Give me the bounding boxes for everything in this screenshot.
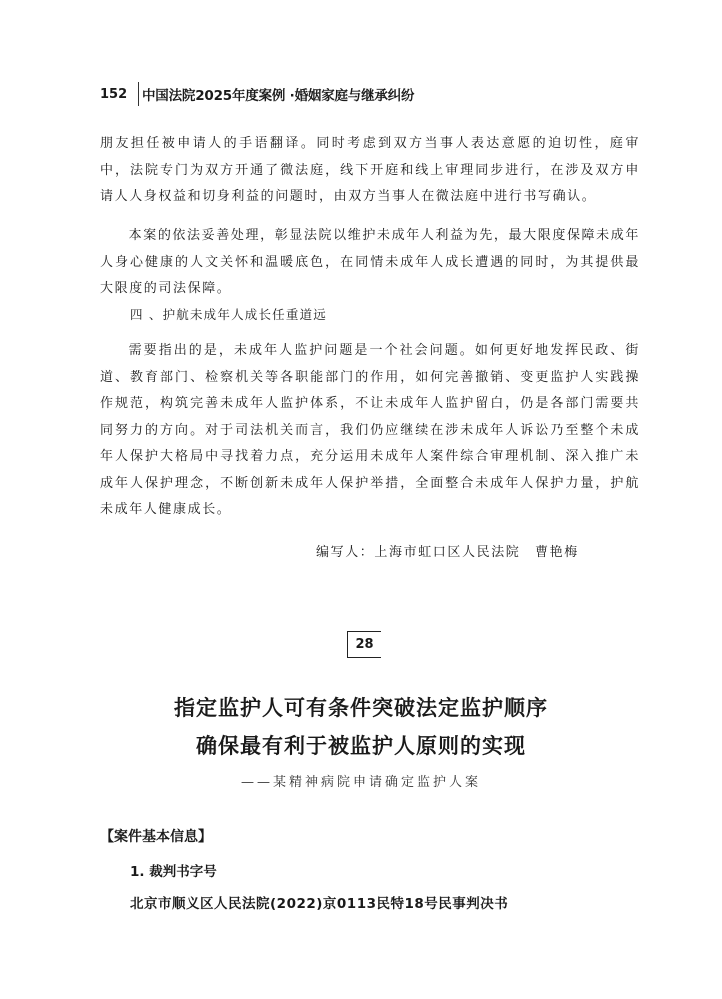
case-title-line-1: 指定监护人可有条件突破法定监护顺序 bbox=[174, 696, 548, 720]
section-heading: 四 、护航未成年人成长任重道远 bbox=[130, 307, 327, 322]
paragraph-commentary: 本案的依法妥善处理，彰显法院以维护未成年人利益为先，最大限度保障未成年人身心健康的人文关怀和温暖底色，在同情未成年人成长遭遇的同时，为其提供最大限度的司法保障。 bbox=[100, 228, 640, 296]
judgment-document-number: 北京市顺义区人民法院(2022)京0113民特18号民事判决书 bbox=[130, 896, 509, 912]
paragraph-conclusion: 需要指出的是，未成年人监护问题是一个社会问题。如何更好地发挥民政、街道、教育部门、检察机关等各职能部门的作用，如何完善撤销、变更监护人实践操作规范，构筑完善未成年人监护体系，不让未成年人监护留白，仍是各部门需要共同努力的方向。对于司法机关而言，我们仍应继续在涉未成年人诉讼乃至整个未成年人保护大格局中寻找着力点，充分运用未成年人案件综合审理机制、深入推广未成年人保护理念，不断创新未成年人保护举措，全面整合未成年人保护力量，护航未成年人健康成长。 bbox=[100, 343, 640, 517]
book-title: 中国法院2025年度案例 ·婚姻家庭与继承纠纷 bbox=[142, 88, 415, 104]
judgment-number-label: 1. 裁判书字号 bbox=[130, 864, 217, 880]
case-subtitle: ——某精神病院申请确定监护人案 bbox=[240, 775, 481, 790]
case-title-line-2: 确保最有利于被监护人原则的实现 bbox=[196, 734, 526, 758]
running-header bbox=[100, 82, 414, 106]
case-number-box bbox=[347, 631, 381, 658]
basic-info-heading: 【案件基本信息】 bbox=[100, 829, 212, 845]
page-number: 152 bbox=[100, 86, 128, 102]
author-credit: 编写人：上海市虹口区人民法院 曹艳梅 bbox=[316, 545, 579, 560]
header-divider bbox=[138, 82, 139, 106]
case-box-corner bbox=[380, 656, 382, 658]
paragraph-continuation: 朋友担任被申请人的手语翻译。同时考虑到双方当事人表达意愿的迫切性，庭审中，法院专门为双方开通了微法庭，线下开庭和线上审理同步进行，在涉及双方申请人人身权益和切身利益的问题时，由双方当事人在微法庭中进行书写确认。 bbox=[100, 136, 640, 204]
case-number: 28 bbox=[355, 637, 374, 652]
